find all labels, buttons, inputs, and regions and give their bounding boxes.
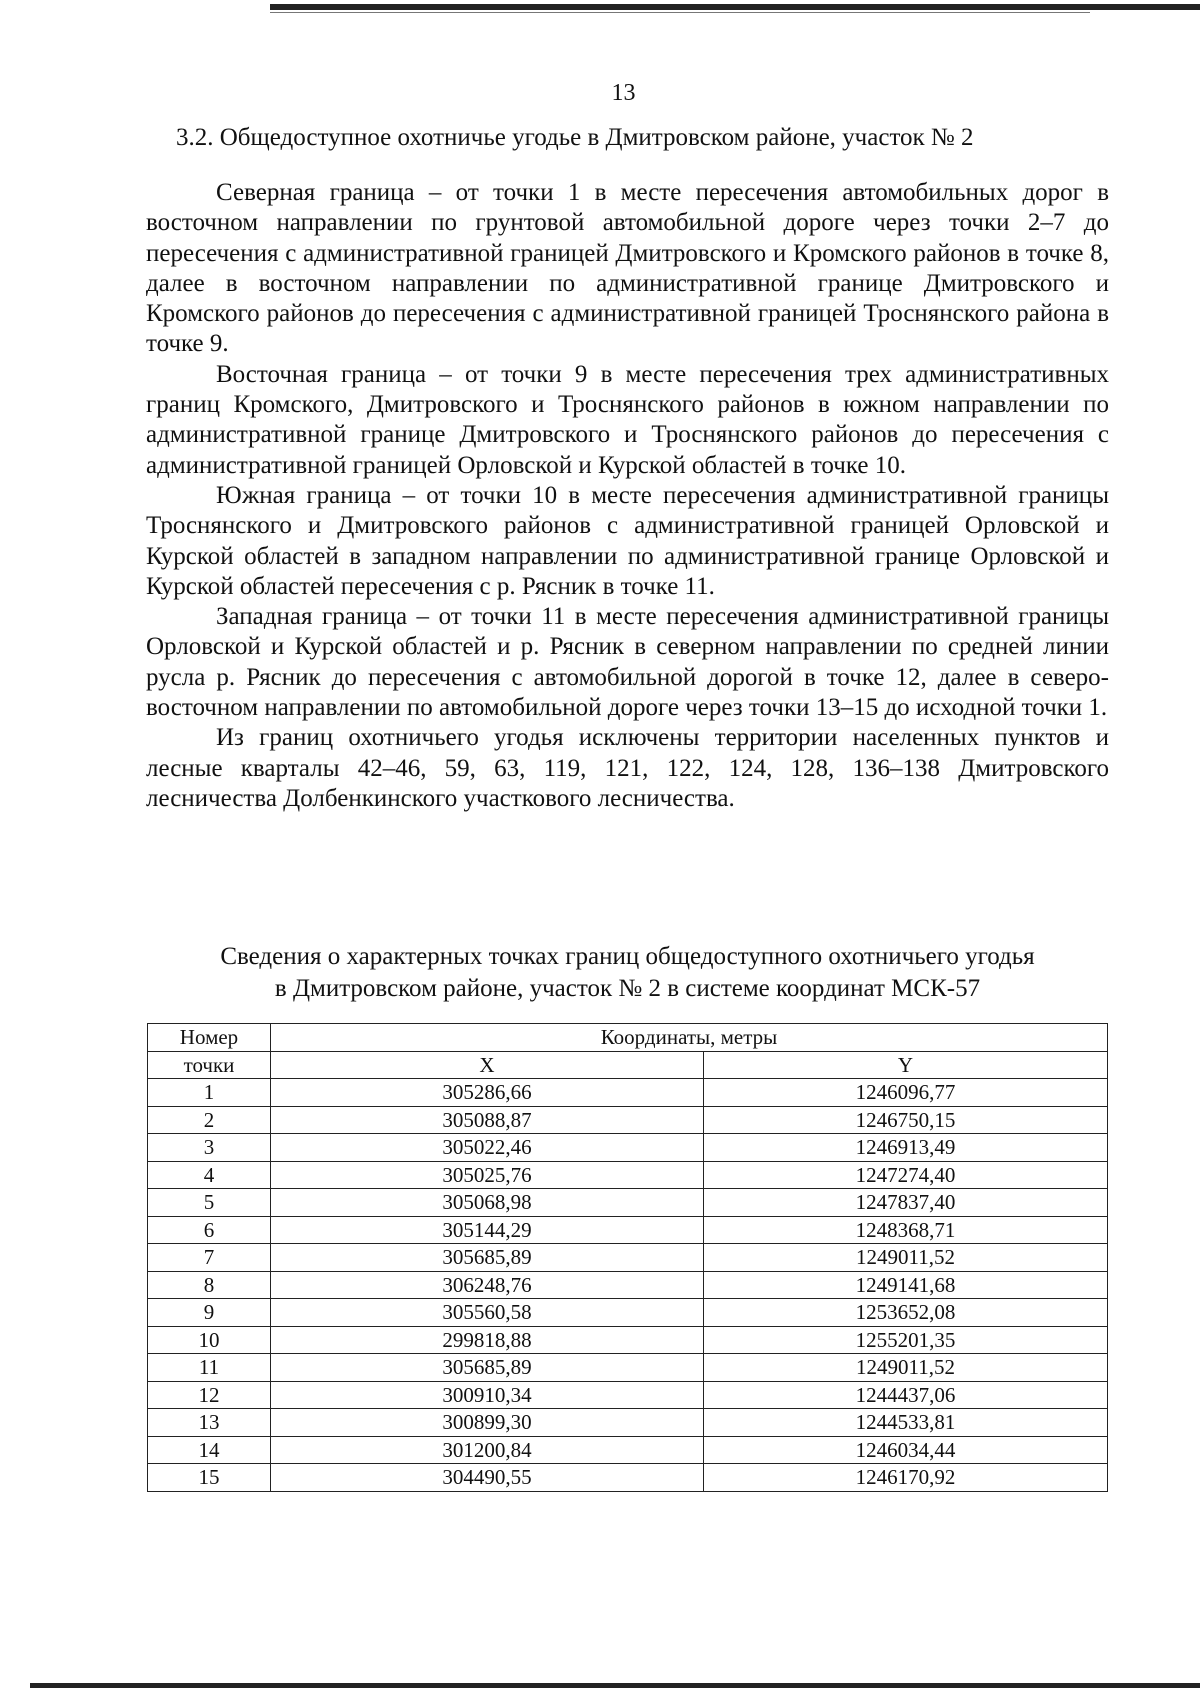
point-number-cell: 5 <box>148 1189 271 1217</box>
paragraph-exclusions: Из границ охотничьего угодья исключены территории населенных пунктов и лесные кварталы 42–46, 59, 63, 119, 121, 122, 124, 128, 136–138 Дмитровского лесничества Долбенкинского участкового лесничества. <box>146 724 1109 812</box>
paragraph-west-boundary: Западная граница – от точки 11 в месте пересечения административной границы Орловской и Курской областей и р. Рясник в северном направлении по средней линии русла р. Рясник до пересечения с автомобильной дорогой в точке 12, далее в северо-восточном направлении по автомобильной дороге через точки 13–15 до исходной точки 1. <box>146 603 1109 722</box>
table-row <box>148 1464 1108 1492</box>
point-number-cell: 9 <box>148 1299 271 1327</box>
header-y: Y <box>704 1051 1108 1079</box>
x-coordinate-cell: 300910,34 <box>271 1381 704 1409</box>
scan-top-border <box>270 4 1200 10</box>
point-number-cell: 1 <box>148 1079 271 1107</box>
x-coordinate-cell: 305068,98 <box>271 1189 704 1217</box>
x-coordinate-cell: 299818,88 <box>271 1326 704 1354</box>
table-header-row <box>148 1051 1108 1079</box>
y-coordinate-cell: 1255201,35 <box>704 1326 1108 1354</box>
x-coordinate-cell: 305685,89 <box>271 1354 704 1382</box>
y-coordinate-cell: 1246913,49 <box>704 1134 1108 1162</box>
table-row <box>148 1299 1108 1327</box>
paragraph-south-boundary: Южная граница – от точки 10 в месте пересечения административной границы Троснянского и Дмитровского районов с административной границей Орловской и Курской областей в западном направлении по административной границе Орловской и Курской областей пересечения с р. Рясник в точке 11. <box>146 481 1109 600</box>
table-row <box>148 1106 1108 1134</box>
x-coordinate-cell: 300899,30 <box>271 1409 704 1437</box>
x-coordinate-cell: 305144,29 <box>271 1216 704 1244</box>
table-caption <box>146 941 1109 1005</box>
page-number: 13 <box>611 80 636 106</box>
y-coordinate-cell: 1249141,68 <box>704 1271 1108 1299</box>
x-coordinate-cell: 305286,66 <box>271 1079 704 1107</box>
point-number-cell: 6 <box>148 1216 271 1244</box>
table-row <box>148 1079 1108 1107</box>
header-coordinates: Координаты, метры <box>271 1024 1108 1052</box>
table-row <box>148 1216 1108 1244</box>
y-coordinate-cell: 1247837,40 <box>704 1189 1108 1217</box>
y-coordinate-cell: 1249011,52 <box>704 1354 1108 1382</box>
x-coordinate-cell: 301200,84 <box>271 1436 704 1464</box>
y-coordinate-cell: 1248368,71 <box>704 1216 1108 1244</box>
table-row <box>148 1409 1108 1437</box>
table-row <box>148 1189 1108 1217</box>
y-coordinate-cell: 1244437,06 <box>704 1381 1108 1409</box>
x-coordinate-cell: 305560,58 <box>271 1299 704 1327</box>
x-coordinate-cell: 304490,55 <box>271 1464 704 1492</box>
body-text <box>146 178 1109 814</box>
x-coordinate-cell: 305088,87 <box>271 1106 704 1134</box>
paragraph-east-boundary: Восточная граница – от точки 9 в месте пересечения трех административных границ Кромского, Дмитровского и Троснянского районов в южном направлении по административной границе Дмитровского и Троснянского районов до пересечения с административной границей Орловской и Курской областей в точке 10. <box>146 360 1109 479</box>
point-number-cell: 15 <box>148 1464 271 1492</box>
table-row <box>148 1161 1108 1189</box>
coordinates-table <box>147 1023 1108 1492</box>
y-coordinate-cell: 1253652,08 <box>704 1299 1108 1327</box>
table-row <box>148 1271 1108 1299</box>
table-row <box>148 1381 1108 1409</box>
x-coordinate-cell: 306248,76 <box>271 1271 704 1299</box>
point-number-cell: 2 <box>148 1106 271 1134</box>
table-caption-line: в Дмитровском районе, участок № 2 в системе координат МСК-57 <box>274 975 981 1002</box>
table-row <box>148 1436 1108 1464</box>
y-coordinate-cell: 1249011,52 <box>704 1244 1108 1272</box>
scan-bottom-border <box>30 1683 1200 1688</box>
x-coordinate-cell: 305022,46 <box>271 1134 704 1162</box>
table-row <box>148 1354 1108 1382</box>
table-body <box>148 1079 1108 1492</box>
table-header-row <box>148 1024 1108 1052</box>
y-coordinate-cell: 1246096,77 <box>704 1079 1108 1107</box>
point-number-cell: 7 <box>148 1244 271 1272</box>
point-number-cell: 10 <box>148 1326 271 1354</box>
scan-top-border-thin <box>270 12 1090 13</box>
point-number-cell: 11 <box>148 1354 271 1382</box>
point-number-cell: 8 <box>148 1271 271 1299</box>
point-number-cell: 14 <box>148 1436 271 1464</box>
point-number-cell: 12 <box>148 1381 271 1409</box>
table-caption-line: Сведения о характерных точках границ общедоступного охотничьего угодья <box>220 943 1035 970</box>
point-number-cell: 4 <box>148 1161 271 1189</box>
header-x: X <box>271 1051 704 1079</box>
x-coordinate-cell: 305685,89 <box>271 1244 704 1272</box>
point-number-cell: 13 <box>148 1409 271 1437</box>
table-row <box>148 1244 1108 1272</box>
point-number-cell: 3 <box>148 1134 271 1162</box>
x-coordinate-cell: 305025,76 <box>271 1161 704 1189</box>
table-row <box>148 1134 1108 1162</box>
y-coordinate-cell: 1246750,15 <box>704 1106 1108 1134</box>
header-point-number: Номер <box>148 1024 271 1052</box>
table-row <box>148 1326 1108 1354</box>
section-heading: 3.2. Общедоступное охотничье угодье в Дмитровском районе, участок № 2 <box>176 124 974 151</box>
y-coordinate-cell: 1247274,40 <box>704 1161 1108 1189</box>
header-point-number: точки <box>148 1051 271 1079</box>
y-coordinate-cell: 1246170,92 <box>704 1464 1108 1492</box>
y-coordinate-cell: 1246034,44 <box>704 1436 1108 1464</box>
y-coordinate-cell: 1244533,81 <box>704 1409 1108 1437</box>
paragraph-north-boundary: Северная граница – от точки 1 в месте пересечения автомобильных дорог в восточном направлении по грунтовой автомобильной дороге через точки 2–7 до пересечения с административной границей Дмитровского и Кромского районов в точке 8, далее в восточном направлении по административной границе Дмитровского и Кромского районов до пересечения с административной границей Троснянского района в точке 9. <box>146 179 1109 358</box>
